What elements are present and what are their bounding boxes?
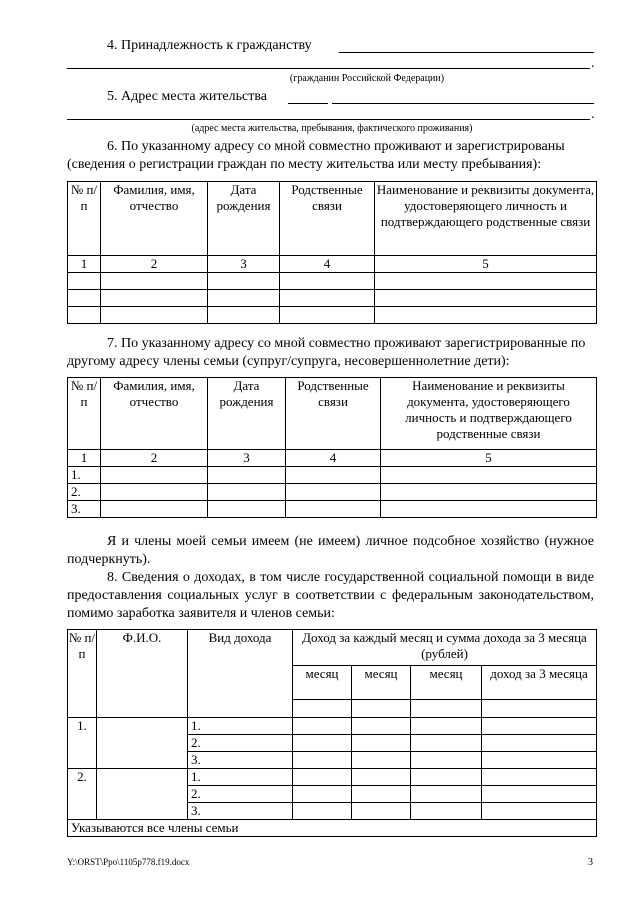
income-table bbox=[67, 629, 597, 837]
table-row[interactable] bbox=[68, 718, 597, 735]
item5-fill-line[interactable] bbox=[332, 103, 594, 104]
page-number: 3 bbox=[588, 857, 593, 868]
farm-text: Я и члены моей семьи имеем (не имеем) личное подсобное хозяйство (нужное подчеркнуть). bbox=[67, 534, 594, 567]
item4-fill-line-2[interactable] bbox=[67, 68, 590, 69]
sub-num: 3. bbox=[188, 752, 293, 769]
item4-period: . bbox=[591, 56, 595, 71]
sub-num: 1. bbox=[188, 769, 293, 786]
item5-label: 5. Адрес места жительства bbox=[107, 89, 267, 104]
table-row[interactable] bbox=[68, 290, 597, 307]
footer-path: Y:\ORST\Ppo\1105p778.f19.docx bbox=[67, 857, 190, 867]
item6-text: 6. По указанному адресу со мной совместно проживают и зарегистрированы (сведения о регистрации граждан по месту жительства или месту пребывания): bbox=[67, 139, 565, 172]
hdr-income: Доход за каждый месяц и сумма дохода за 3 месяца (рублей) bbox=[293, 630, 597, 666]
colnum-4: 4 bbox=[286, 450, 381, 467]
hdr-birth: Дата рождения bbox=[208, 378, 286, 450]
family-table bbox=[67, 377, 597, 518]
colnum-5: 5 bbox=[375, 256, 597, 273]
item4-fill-line[interactable] bbox=[339, 52, 594, 53]
hdr-month-3: месяц bbox=[411, 666, 482, 700]
row-num: 3. bbox=[68, 501, 101, 518]
table-row[interactable] bbox=[68, 307, 597, 324]
colnum-3: 3 bbox=[208, 256, 280, 273]
hdr-total: доход за 3 месяца bbox=[482, 666, 597, 700]
table-row[interactable] bbox=[68, 273, 597, 290]
colnum-5: 5 bbox=[381, 450, 597, 467]
table-row[interactable] bbox=[68, 769, 597, 786]
hdr-income-type: Вид дохода bbox=[188, 630, 293, 718]
income-note: Указываются все члены семьи bbox=[68, 820, 597, 837]
colnum-1: 1 bbox=[68, 450, 101, 467]
colnum-1: 1 bbox=[68, 256, 101, 273]
colnum-3: 3 bbox=[208, 450, 286, 467]
colnum-2: 2 bbox=[101, 450, 208, 467]
table-row[interactable] bbox=[68, 501, 597, 518]
table-row[interactable] bbox=[68, 467, 597, 484]
hdr-birth: Дата рождения bbox=[208, 182, 280, 256]
hdr-num: № п/п bbox=[68, 182, 101, 256]
hdr-relation: Родственные связи bbox=[286, 378, 381, 450]
item5-fill-line-2[interactable] bbox=[67, 119, 590, 120]
item5-caption: (адрес места жительства, пребывания, фактического проживания) bbox=[191, 123, 473, 134]
hdr-fio: Фамилия, имя, отчество bbox=[101, 182, 208, 256]
item8-text: 8. Сведения о доходах, в том числе государственной социальной помощи в виде предоставления социальных услуг в соответствии с федеральным законодательством, помимо заработка заявителя и членов семьи: bbox=[67, 570, 594, 621]
sub-num: 3. bbox=[188, 803, 293, 820]
row-num: 2. bbox=[68, 484, 101, 501]
group-num: 2. bbox=[68, 769, 97, 820]
colnum-4: 4 bbox=[280, 256, 375, 273]
group-num: 1. bbox=[68, 718, 97, 769]
colnum-2: 2 bbox=[101, 256, 208, 273]
hdr-num: № п/п bbox=[68, 630, 97, 718]
item7-text: 7. По указанному адресу со мной совместно проживают зарегистрированные по другому адресу члены семьи (супруг/супруга, несовершеннолетние дети): bbox=[67, 336, 586, 369]
hdr-fio: Фамилия, имя, отчество bbox=[101, 378, 208, 450]
row-num: 1. bbox=[68, 467, 101, 484]
item4-label: 4. Принадлежность к гражданству bbox=[107, 38, 312, 53]
hdr-document: Наименование и реквизиты документа, удостоверяющего личность и подтверждающего родственные связи bbox=[381, 378, 597, 450]
item5-fill-line-short[interactable] bbox=[288, 103, 328, 104]
hdr-month-2: месяц bbox=[352, 666, 411, 700]
hdr-document: Наименование и реквизиты документа, удостоверяющего личность и подтверждающего родственные связи bbox=[375, 182, 597, 256]
sub-num: 2. bbox=[188, 735, 293, 752]
hdr-fio: Ф.И.О. bbox=[97, 630, 188, 718]
hdr-month-1: месяц bbox=[293, 666, 352, 700]
item4-caption: (гражданин Российской Федерации) bbox=[289, 73, 445, 84]
sub-num: 1. bbox=[188, 718, 293, 735]
sub-num: 2. bbox=[188, 786, 293, 803]
household-table bbox=[67, 181, 597, 324]
table-row[interactable] bbox=[68, 484, 597, 501]
hdr-relation: Родственные связи bbox=[280, 182, 375, 256]
item5-period: . bbox=[591, 107, 595, 122]
hdr-num: № п/п bbox=[68, 378, 101, 450]
